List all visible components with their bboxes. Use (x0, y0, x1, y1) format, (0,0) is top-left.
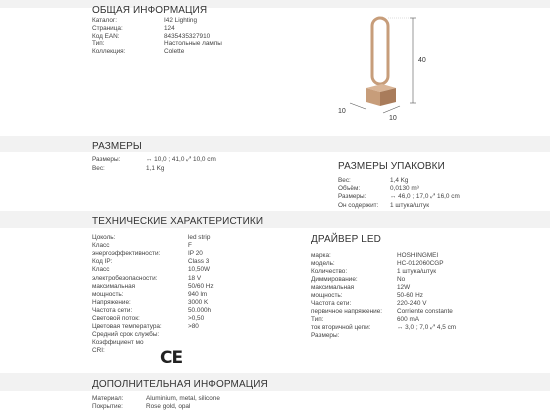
technical-row-value: 10,50W (188, 266, 211, 274)
driver-row-label: первичное напряжение: (311, 308, 383, 315)
driver-row-label: Размеры: (311, 332, 340, 339)
technical-row-label: Цоколь: (92, 234, 116, 241)
packaging-row-label: Размеры: (338, 193, 367, 201)
driver-row-value: Corriente constante (397, 308, 453, 315)
driver-row-label: ток вторичной цепи: (311, 324, 371, 331)
additional-row-label: Материал: (92, 395, 124, 402)
technical-row-label: максимальная (92, 282, 136, 290)
technical-row-label: Напряжение: (92, 298, 131, 306)
technical-row-label: Код IP: (92, 258, 113, 266)
driver-row-label: Частота сети: (311, 300, 352, 307)
technical-row (92, 242, 312, 250)
driver-row-value: No (397, 276, 406, 283)
depth-label: 10 (389, 115, 397, 122)
technical-row-label: CRI: (92, 347, 105, 355)
general-row-label: Страница: (92, 24, 123, 32)
driver-row-value: 600 mA (397, 316, 420, 323)
general-band (0, 0, 550, 8)
additional-row-value: Aluminium, metal, silicone (146, 395, 220, 402)
packaging-row-value: 1,4 Kg (390, 177, 409, 184)
additional-row-label: Покрытие: (92, 403, 123, 411)
dimensions-row-value: 1,1 Kg (146, 164, 165, 172)
additional-row (92, 395, 312, 403)
packaging-row (338, 193, 550, 201)
general-row-value: 8435435327910 (164, 32, 211, 40)
driver-row-label: Количество: (311, 268, 348, 275)
technical-row (92, 266, 312, 274)
general-row (92, 48, 312, 56)
technical-row-value: 50/60 Hz (188, 282, 214, 290)
technical-row-value: 18 V (188, 274, 202, 282)
packaging-row (338, 177, 550, 185)
dimensions-row (92, 165, 312, 173)
general-row-label: Коллекция: (92, 48, 126, 56)
technical-row-value: Class 3 (188, 258, 210, 266)
packaging-row-label: Вес: (338, 177, 351, 184)
general-row-label: Каталог: (92, 17, 118, 24)
ce-mark-icon: CE (160, 348, 183, 368)
driver-row-value: HOSHINGMEI (397, 252, 439, 259)
technical-row (92, 339, 312, 347)
lamp-base (366, 84, 396, 106)
technical-row-label: Коэффициент мо (92, 339, 144, 347)
driver-row-label: марка: (311, 252, 331, 259)
driver-row (311, 308, 531, 316)
technical-row-value: 3000 K (188, 298, 209, 306)
general-row (92, 17, 312, 25)
general-row-label: Код EAN: (92, 32, 120, 40)
driver-row-value: 1 штука/штук (397, 268, 437, 275)
technical-row (92, 234, 312, 242)
general-row-value: Настольные лампы (164, 40, 222, 48)
packaging-row (338, 202, 550, 210)
technical-row-label: Частота сети: (92, 306, 133, 314)
technical-row (92, 315, 312, 323)
additional-row-value: Rose gold, opal (146, 403, 191, 411)
general-row (92, 25, 312, 33)
driver-row-label: максимальная (311, 284, 355, 291)
general-row (92, 33, 312, 41)
dimensions-row-label: Вес: (92, 164, 105, 172)
driver-row (311, 252, 531, 260)
packaging-row (338, 185, 550, 193)
technical-row (92, 258, 312, 266)
dimensions-row-label: Размеры: (92, 156, 121, 163)
driver-row-value: 12W (397, 284, 411, 291)
width-dimension (338, 103, 366, 115)
packaging-row-value: 0,0130 m³ (390, 185, 419, 193)
driver-row (311, 316, 531, 324)
lamp-dimension-drawing (328, 10, 448, 122)
technical-row-label: Средний срок службы: (92, 331, 160, 339)
packaging-row-label: Он содержит: (338, 201, 379, 209)
technical-row-label: Цветовая температура: (92, 323, 162, 331)
technical-row-value: IP 20 (188, 250, 203, 258)
driver-row (311, 260, 531, 268)
dimensions-row (92, 156, 312, 164)
depth-dimension (383, 106, 400, 122)
technical-row-label: энергоэффективности: (92, 250, 161, 258)
technical-row-value: F (188, 242, 192, 250)
packaging-row-label: Объём: (338, 185, 361, 193)
driver-row-value: HC-012060CGP (397, 260, 444, 267)
technical-row (92, 283, 312, 291)
height-label: 40 (418, 57, 426, 64)
driver-row-label: модель: (311, 260, 335, 267)
technical-row (92, 307, 312, 315)
driver-row-label: Тип: (311, 316, 324, 323)
driver-row (311, 268, 531, 276)
dimensions-row-value: ↔ 10,0 ; 41,0 ⤢ 10,0 cm (146, 156, 216, 163)
driver-row-label: Диммирование: (311, 276, 358, 283)
technical-row (92, 291, 312, 299)
driver-row (311, 284, 531, 292)
general-row-label: Тип: (92, 40, 105, 48)
technical-row-value: >0,50 (188, 315, 205, 322)
driver-title: ДРАЙВЕР LED (311, 234, 381, 245)
technical-row-value: >80 (188, 323, 199, 331)
technical-row-value: 50.000h (188, 306, 212, 314)
additional-row (92, 403, 312, 411)
technical-row (92, 250, 312, 258)
packaging-title: РАЗМЕРЫ УПАКОВКИ (338, 161, 445, 172)
technical-row-label: мощность: (92, 290, 124, 298)
technical-row (92, 347, 312, 355)
general-title: ОБЩАЯ ИНФОРМАЦИЯ (92, 5, 208, 16)
packaging-row-value: 1 штука/штук (390, 201, 430, 209)
driver-row-value: 50-60 Hz (397, 292, 423, 299)
technical-row (92, 323, 312, 331)
general-row-value: 124 (164, 24, 175, 32)
dimensions-band (0, 136, 550, 152)
driver-row (311, 276, 531, 284)
general-row-value: I42 Lighting (164, 17, 198, 24)
driver-row (311, 292, 531, 300)
technical-row-label: Световой поток: (92, 315, 140, 322)
driver-row (311, 300, 531, 308)
technical-row-label: Класс (92, 266, 110, 274)
driver-row (311, 324, 531, 332)
technical-band (0, 211, 550, 228)
technical-title: ТЕХНИЧЕСКИЕ ХАРАКТЕРИСТИКИ (92, 216, 264, 227)
driver-row-label: мощность: (311, 292, 343, 299)
width-label: 10 (338, 108, 346, 115)
packaging-row-value: ↔ 46,0 ; 17,0 ⤢ 16,0 cm (390, 193, 460, 201)
additional-title: ДОПОЛНИТЕЛЬНАЯ ИНФОРМАЦИЯ (92, 379, 268, 390)
general-row (92, 40, 312, 48)
technical-row-value: led strip (188, 234, 211, 241)
driver-row (311, 332, 531, 340)
dimensions-title: РАЗМЕРЫ (92, 141, 142, 152)
technical-row-value: 940 lm (188, 290, 208, 298)
technical-row-label: Класс (92, 242, 110, 250)
technical-row-label: электробезопасности: (92, 274, 158, 282)
technical-row (92, 275, 312, 283)
driver-row-value: 220-240 V (397, 300, 427, 307)
additional-band (0, 373, 550, 391)
technical-row (92, 299, 312, 307)
general-row-value: Colette (164, 48, 185, 56)
lamp-ring (372, 18, 388, 84)
driver-row-value: ↔ 3,0 ; 7,0 ⤢ 4,5 cm (397, 324, 457, 331)
technical-row (92, 331, 312, 339)
